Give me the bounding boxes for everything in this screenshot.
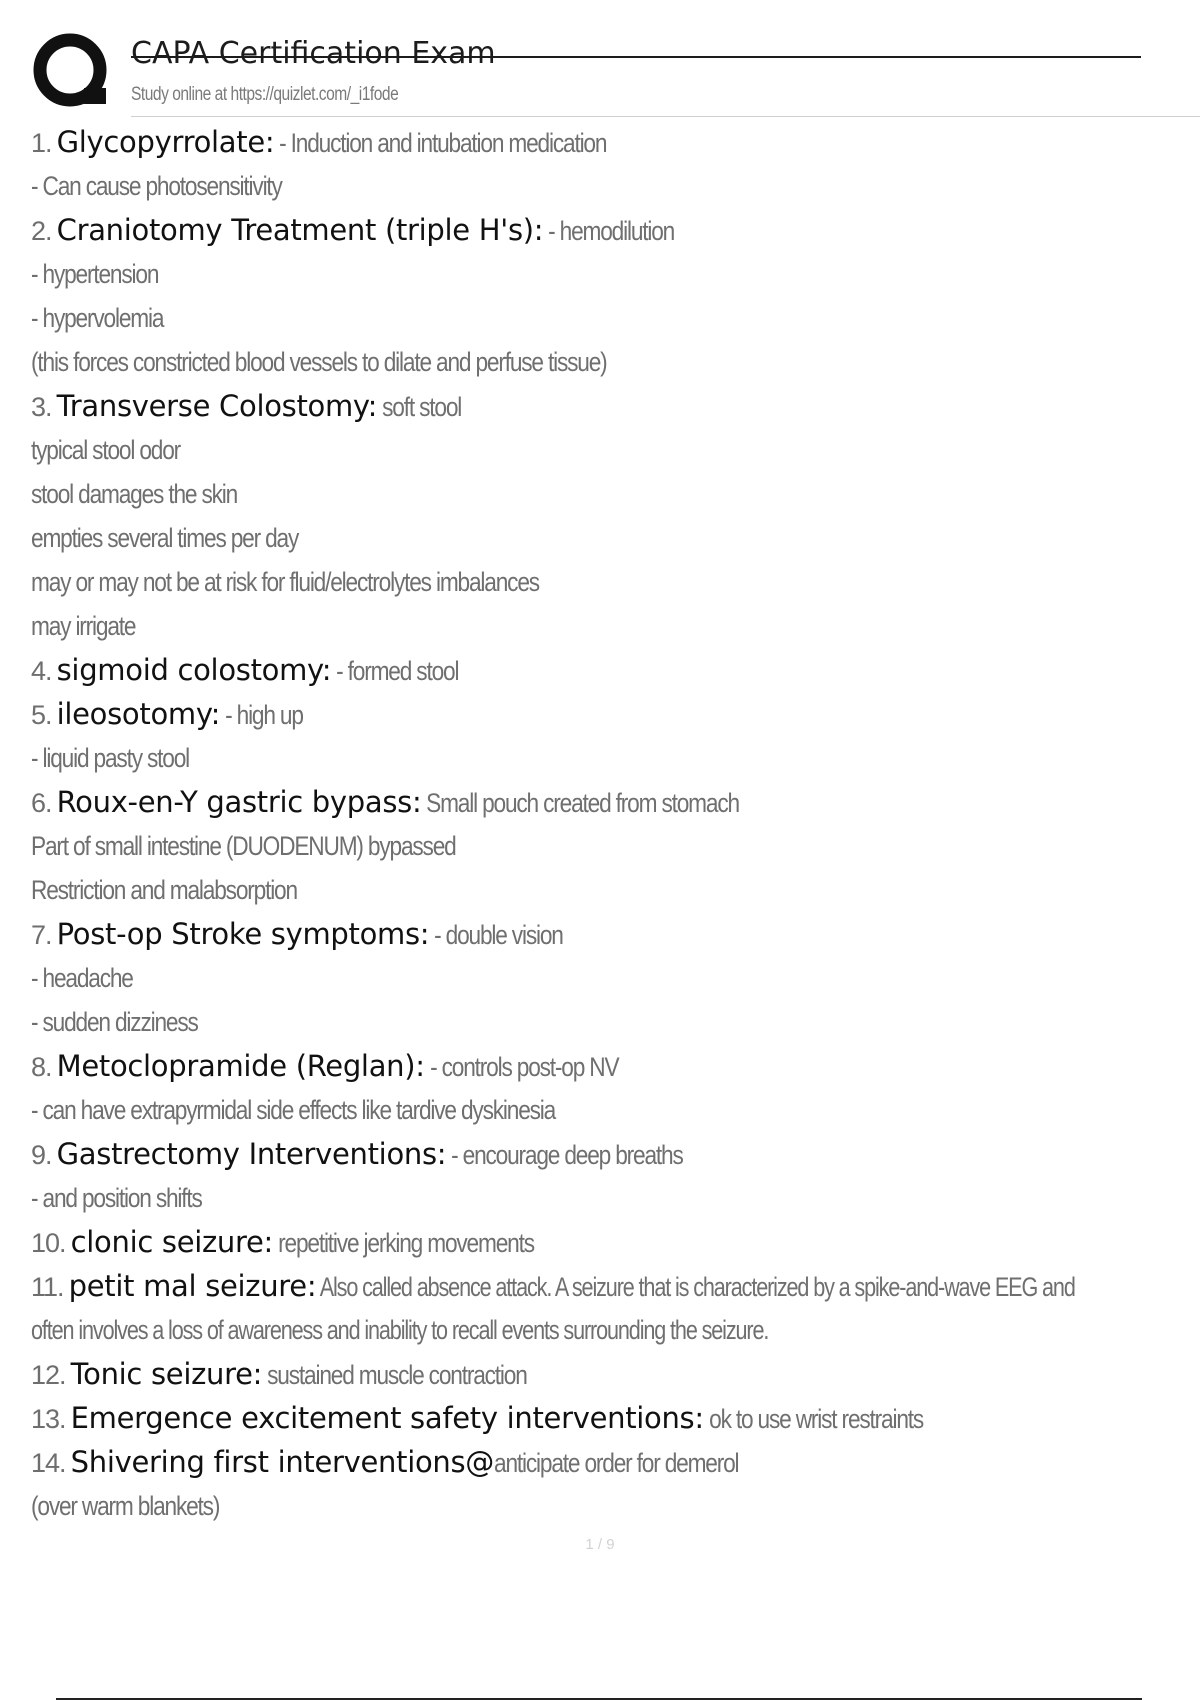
flashcard-definition-line — [31, 340, 1200, 384]
term: Gastrectomy Interventions: — [56, 1137, 447, 1171]
flashcard-term-line — [31, 648, 1200, 692]
definition: repetitive jerking movements — [273, 1228, 534, 1258]
term: Emergence excitement safety interventions: — [70, 1401, 704, 1435]
flashcard-definition-line — [31, 560, 1200, 604]
term: sigmoid colostomy: — [56, 653, 332, 687]
term: Craniotomy Treatment (triple H's): — [56, 213, 544, 247]
definition: - high up — [220, 700, 303, 730]
definition: - hypervolemia — [31, 303, 164, 333]
flashcard-definition-line — [31, 428, 1200, 472]
definition: Part of small intestine (DUODENUM) bypassed — [31, 831, 456, 861]
flashcard-definition-line — [31, 252, 1200, 296]
term: Post-op Stroke symptoms: — [56, 917, 430, 951]
term: Shivering first interventions@ — [70, 1445, 494, 1479]
definition: (this forces constricted blood vessels to dilate and perfuse tissue) — [31, 347, 607, 377]
item-number: 2. — [31, 216, 52, 246]
item-number: 10. — [31, 1228, 66, 1258]
term: Metoclopramide (Reglan): — [56, 1049, 425, 1083]
item-number: 6. — [31, 788, 52, 818]
definition: - controls post-op NV — [424, 1052, 619, 1082]
item-number: 8. — [31, 1052, 52, 1082]
item-number: 11. — [31, 1272, 64, 1302]
definition: ok to use wrist restraints — [703, 1404, 923, 1434]
definition: - headache — [31, 963, 133, 993]
definition: - and position shifts — [31, 1183, 202, 1213]
flashcard-term-line — [31, 912, 1200, 956]
definition: - Induction and intubation medication — [274, 128, 607, 158]
item-number: 12. — [31, 1360, 66, 1390]
flashcard-definition-line — [31, 824, 1200, 868]
flashcard-term-line — [31, 1264, 1200, 1308]
document-title: CAPA Certification Exam — [131, 36, 496, 71]
term: Tonic seizure: — [70, 1357, 263, 1391]
term: Transverse Colostomy: — [56, 389, 378, 423]
flashcard-definition-line — [31, 472, 1200, 516]
definition: empties several times per day — [31, 523, 299, 553]
flashcard-definition-line — [31, 1484, 1200, 1528]
flashcard-definition-line — [31, 604, 1200, 648]
definition: - hypertension — [31, 259, 159, 289]
definition: - double vision — [429, 920, 564, 950]
item-number: 7. — [31, 920, 52, 950]
title-strike-rule — [131, 56, 1141, 58]
item-number: 4. — [31, 656, 52, 686]
item-number: 5. — [31, 700, 52, 730]
term: clonic seizure: — [70, 1225, 273, 1259]
item-number: 14. — [31, 1448, 66, 1478]
item-number: 9. — [31, 1140, 52, 1170]
definition: - Can cause photosensitivity — [31, 171, 282, 201]
flashcard-term-line — [31, 384, 1200, 428]
flashcard-term-line — [31, 1440, 1200, 1484]
term: Glycopyrrolate: — [56, 125, 275, 159]
flashcard-term-line — [31, 780, 1200, 824]
definition: often involves a loss of awareness and inability to recall events surrounding the seizure. — [31, 1315, 769, 1345]
flashcard-definition-line — [31, 1088, 1200, 1132]
flashcard-definition-line — [31, 1308, 1200, 1352]
item-number: 3. — [31, 392, 52, 422]
header-divider — [131, 116, 1200, 117]
flashcard-term-line — [31, 208, 1200, 252]
definition: Small pouch created from stomach — [421, 788, 740, 818]
flashcard-definition-line — [31, 1000, 1200, 1044]
definition: typical stool odor — [31, 435, 181, 465]
term: ileosotomy: — [56, 697, 221, 731]
flashcard-term-line — [31, 1352, 1200, 1396]
item-number: 1. — [31, 128, 52, 158]
flashcard-definition-line — [31, 1176, 1200, 1220]
flashcard-definition-line — [31, 164, 1200, 208]
quizlet-logo-icon — [32, 32, 114, 114]
definition: - hemodilution — [543, 216, 675, 246]
flashcard-term-line — [31, 1220, 1200, 1264]
definition: (over warm blankets) — [31, 1491, 220, 1521]
definition: soft stool — [377, 392, 462, 422]
definition: Restriction and malabsorption — [31, 875, 297, 905]
definition: anticipate order for demerol — [493, 1448, 739, 1478]
flashcard-definition-line — [31, 516, 1200, 560]
term: petit mal seizure: — [68, 1269, 317, 1303]
flashcard-term-line — [31, 692, 1200, 736]
flashcard-definition-line — [31, 956, 1200, 1000]
definition: may or may not be at risk for fluid/electrolytes imbalances — [31, 567, 539, 597]
flashcard-definition-line — [31, 868, 1200, 912]
definition: - can have extrapyrmidal side effects like tardive dyskinesia — [31, 1095, 556, 1125]
definition: - encourage deep breaths — [446, 1140, 683, 1170]
flashcard-term-line — [31, 1396, 1200, 1440]
definition: may irrigate — [31, 611, 136, 641]
definition: - sudden dizziness — [31, 1007, 198, 1037]
definition: - liquid pasty stool — [31, 743, 190, 773]
flashcard-definition-line — [31, 296, 1200, 340]
definition: sustained muscle contraction — [262, 1360, 527, 1390]
flashcard-term-line — [31, 1132, 1200, 1176]
item-number: 13. — [31, 1404, 66, 1434]
definition: stool damages the skin — [31, 479, 238, 509]
flashcard-term-line — [31, 1044, 1200, 1088]
study-online-link[interactable]: Study online at https://quizlet.com/_i1fode — [131, 84, 399, 105]
term: Roux-en-Y gastric bypass: — [56, 785, 422, 819]
definition: - formed stool — [331, 656, 459, 686]
flashcard-term-line — [31, 120, 1200, 164]
flashcard-definition-line — [31, 736, 1200, 780]
definition: Also called absence attack. A seizure that is characterized by a spike-and-wave EEG and — [316, 1272, 1076, 1302]
flashcard-list — [31, 120, 1200, 1528]
document-header — [0, 0, 1200, 120]
page-number: 1 / 9 — [585, 1536, 615, 1553]
